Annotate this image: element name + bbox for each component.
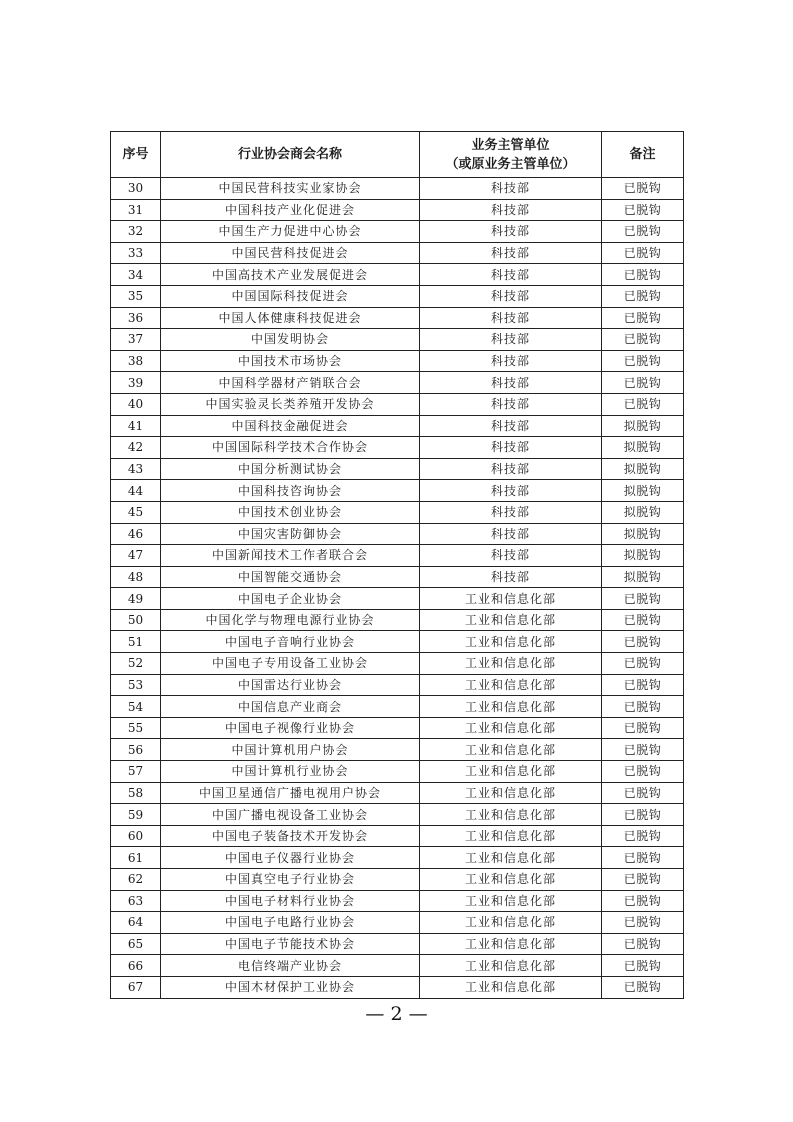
supervising-department: 工业和信息化部 xyxy=(420,890,602,912)
table-row xyxy=(111,804,684,826)
supervising-department: 工业和信息化部 xyxy=(420,869,602,891)
supervising-department: 科技部 xyxy=(420,501,602,523)
decoupling-status: 已脱钩 xyxy=(602,264,684,286)
row-number: 31 xyxy=(111,199,161,221)
association-name: 中国高技术产业发展促进会 xyxy=(161,264,420,286)
association-name: 中国人体健康科技促进会 xyxy=(161,307,420,329)
row-number: 46 xyxy=(111,523,161,545)
supervising-department: 工业和信息化部 xyxy=(420,653,602,675)
decoupling-status: 已脱钩 xyxy=(602,696,684,718)
supervising-department: 科技部 xyxy=(420,523,602,545)
row-number: 32 xyxy=(111,221,161,243)
association-name: 中国科学器材产销联合会 xyxy=(161,372,420,394)
header-row xyxy=(111,132,684,178)
decoupling-status: 已脱钩 xyxy=(602,739,684,761)
row-number: 55 xyxy=(111,717,161,739)
association-name: 中国智能交通协会 xyxy=(161,566,420,588)
association-name: 中国计算机行业协会 xyxy=(161,761,420,783)
table-header xyxy=(111,132,684,178)
row-number: 40 xyxy=(111,393,161,415)
supervising-department: 工业和信息化部 xyxy=(420,933,602,955)
decoupling-status: 已脱钩 xyxy=(602,825,684,847)
association-name: 中国生产力促进中心协会 xyxy=(161,221,420,243)
association-name: 中国电子视像行业协会 xyxy=(161,717,420,739)
table-row xyxy=(111,674,684,696)
association-name: 中国发明协会 xyxy=(161,329,420,351)
decoupling-status: 拟脱钩 xyxy=(602,523,684,545)
table-row xyxy=(111,761,684,783)
header-name: 行业协会商会名称 xyxy=(161,132,420,178)
decoupling-status: 已脱钩 xyxy=(602,393,684,415)
association-name: 中国雷达行业协会 xyxy=(161,674,420,696)
supervising-department: 工业和信息化部 xyxy=(420,739,602,761)
header-department-line2: （或原业务主管单位） xyxy=(445,156,576,172)
row-number: 61 xyxy=(111,847,161,869)
row-number: 47 xyxy=(111,545,161,567)
header-department-line1: 业务主管单位 xyxy=(471,137,550,153)
row-number: 37 xyxy=(111,329,161,351)
supervising-department: 工业和信息化部 xyxy=(420,717,602,739)
decoupling-status: 已脱钩 xyxy=(602,869,684,891)
decoupling-status: 已脱钩 xyxy=(602,285,684,307)
table-row xyxy=(111,609,684,631)
decoupling-status: 拟脱钩 xyxy=(602,545,684,567)
table-row xyxy=(111,415,684,437)
supervising-department: 科技部 xyxy=(420,566,602,588)
association-name: 中国电子仪器行业协会 xyxy=(161,847,420,869)
supervising-department: 科技部 xyxy=(420,285,602,307)
row-number: 67 xyxy=(111,976,161,998)
association-name: 中国电子企业协会 xyxy=(161,588,420,610)
supervising-department: 科技部 xyxy=(420,221,602,243)
header-index: 序号 xyxy=(111,132,161,178)
decoupling-status: 已脱钩 xyxy=(602,178,684,200)
supervising-department: 科技部 xyxy=(420,393,602,415)
row-number: 58 xyxy=(111,782,161,804)
table-row xyxy=(111,437,684,459)
table-row xyxy=(111,458,684,480)
table-row xyxy=(111,847,684,869)
table-row xyxy=(111,393,684,415)
table-row xyxy=(111,717,684,739)
decoupling-status: 已脱钩 xyxy=(602,674,684,696)
table-row xyxy=(111,199,684,221)
association-name: 中国科技产业化促进会 xyxy=(161,199,420,221)
supervising-department: 科技部 xyxy=(420,458,602,480)
decoupling-status: 拟脱钩 xyxy=(602,415,684,437)
decoupling-status: 已脱钩 xyxy=(602,329,684,351)
row-number: 62 xyxy=(111,869,161,891)
table-row xyxy=(111,890,684,912)
row-number: 35 xyxy=(111,285,161,307)
association-name: 中国卫星通信广播电视用户协会 xyxy=(161,782,420,804)
association-name: 中国实验灵长类养殖开发协会 xyxy=(161,393,420,415)
row-number: 54 xyxy=(111,696,161,718)
supervising-department: 工业和信息化部 xyxy=(420,609,602,631)
decoupling-status: 已脱钩 xyxy=(602,761,684,783)
decoupling-status: 已脱钩 xyxy=(602,221,684,243)
row-number: 66 xyxy=(111,955,161,977)
row-number: 59 xyxy=(111,804,161,826)
supervising-department: 科技部 xyxy=(420,199,602,221)
association-name: 中国真空电子行业协会 xyxy=(161,869,420,891)
table-row xyxy=(111,242,684,264)
decoupling-status: 已脱钩 xyxy=(602,912,684,934)
association-name: 中国电子材料行业协会 xyxy=(161,890,420,912)
table-row xyxy=(111,285,684,307)
header-note: 备注 xyxy=(602,132,684,178)
association-name: 中国电子专用设备工业协会 xyxy=(161,653,420,675)
supervising-department: 工业和信息化部 xyxy=(420,782,602,804)
table-row xyxy=(111,976,684,998)
supervising-department: 工业和信息化部 xyxy=(420,631,602,653)
decoupling-status: 已脱钩 xyxy=(602,242,684,264)
supervising-department: 工业和信息化部 xyxy=(420,588,602,610)
decoupling-status: 已脱钩 xyxy=(602,609,684,631)
supervising-department: 科技部 xyxy=(420,178,602,200)
supervising-department: 工业和信息化部 xyxy=(420,761,602,783)
row-number: 57 xyxy=(111,761,161,783)
decoupling-status: 已脱钩 xyxy=(602,653,684,675)
decoupling-status: 已脱钩 xyxy=(602,955,684,977)
table-row xyxy=(111,933,684,955)
decoupling-status: 已脱钩 xyxy=(602,631,684,653)
row-number: 53 xyxy=(111,674,161,696)
row-number: 44 xyxy=(111,480,161,502)
row-number: 42 xyxy=(111,437,161,459)
decoupling-status: 拟脱钩 xyxy=(602,458,684,480)
decoupling-status: 已脱钩 xyxy=(602,307,684,329)
table-row xyxy=(111,869,684,891)
table-row xyxy=(111,782,684,804)
row-number: 64 xyxy=(111,912,161,934)
supervising-department: 工业和信息化部 xyxy=(420,912,602,934)
decoupling-status: 已脱钩 xyxy=(602,804,684,826)
decoupling-status: 拟脱钩 xyxy=(602,480,684,502)
supervising-department: 科技部 xyxy=(420,329,602,351)
supervising-department: 科技部 xyxy=(420,437,602,459)
table-row xyxy=(111,480,684,502)
table-row xyxy=(111,653,684,675)
row-number: 39 xyxy=(111,372,161,394)
row-number: 33 xyxy=(111,242,161,264)
row-number: 30 xyxy=(111,178,161,200)
row-number: 34 xyxy=(111,264,161,286)
decoupling-status: 拟脱钩 xyxy=(602,566,684,588)
decoupling-status: 已脱钩 xyxy=(602,717,684,739)
table-row xyxy=(111,739,684,761)
association-name: 中国技术市场协会 xyxy=(161,350,420,372)
supervising-department: 工业和信息化部 xyxy=(420,976,602,998)
supervising-department: 工业和信息化部 xyxy=(420,674,602,696)
row-number: 60 xyxy=(111,825,161,847)
row-number: 41 xyxy=(111,415,161,437)
association-name: 中国科技金融促进会 xyxy=(161,415,420,437)
association-name: 中国计算机用户协会 xyxy=(161,739,420,761)
row-number: 52 xyxy=(111,653,161,675)
table-row xyxy=(111,566,684,588)
row-number: 45 xyxy=(111,501,161,523)
row-number: 51 xyxy=(111,631,161,653)
association-name: 中国国际科技促进会 xyxy=(161,285,420,307)
row-number: 38 xyxy=(111,350,161,372)
association-name: 中国电子装备技术开发协会 xyxy=(161,825,420,847)
association-name: 中国电子电路行业协会 xyxy=(161,912,420,934)
association-name: 中国信息产业商会 xyxy=(161,696,420,718)
association-name: 中国化学与物理电源行业协会 xyxy=(161,609,420,631)
supervising-department: 工业和信息化部 xyxy=(420,955,602,977)
table-row xyxy=(111,501,684,523)
supervising-department: 工业和信息化部 xyxy=(420,847,602,869)
supervising-department: 工业和信息化部 xyxy=(420,696,602,718)
table-row xyxy=(111,631,684,653)
decoupling-status: 已脱钩 xyxy=(602,976,684,998)
supervising-department: 科技部 xyxy=(420,545,602,567)
table-row xyxy=(111,696,684,718)
supervising-department: 科技部 xyxy=(420,350,602,372)
table-row xyxy=(111,545,684,567)
supervising-department: 科技部 xyxy=(420,307,602,329)
row-number: 43 xyxy=(111,458,161,480)
table-row xyxy=(111,372,684,394)
table-row xyxy=(111,178,684,200)
decoupling-status: 拟脱钩 xyxy=(602,437,684,459)
association-name: 中国广播电视设备工业协会 xyxy=(161,804,420,826)
association-name: 中国木材保护工业协会 xyxy=(161,976,420,998)
supervising-department: 科技部 xyxy=(420,415,602,437)
decoupling-status: 已脱钩 xyxy=(602,372,684,394)
row-number: 50 xyxy=(111,609,161,631)
supervising-department: 工业和信息化部 xyxy=(420,804,602,826)
association-name: 中国电子音响行业协会 xyxy=(161,631,420,653)
table-row xyxy=(111,264,684,286)
association-name: 中国民营科技促进会 xyxy=(161,242,420,264)
supervising-department: 科技部 xyxy=(420,372,602,394)
supervising-department: 科技部 xyxy=(420,264,602,286)
table-row xyxy=(111,329,684,351)
header-department xyxy=(420,132,602,178)
row-number: 56 xyxy=(111,739,161,761)
association-name: 中国科技咨询协会 xyxy=(161,480,420,502)
decoupling-status: 已脱钩 xyxy=(602,588,684,610)
table-row xyxy=(111,912,684,934)
decoupling-status: 已脱钩 xyxy=(602,890,684,912)
decoupling-status: 已脱钩 xyxy=(602,199,684,221)
decoupling-status: 已脱钩 xyxy=(602,847,684,869)
association-name: 电信终端产业协会 xyxy=(161,955,420,977)
association-name: 中国民营科技实业家协会 xyxy=(161,178,420,200)
supervising-department: 工业和信息化部 xyxy=(420,825,602,847)
association-name: 中国技术创业协会 xyxy=(161,501,420,523)
table-row xyxy=(111,350,684,372)
row-number: 49 xyxy=(111,588,161,610)
row-number: 48 xyxy=(111,566,161,588)
association-name: 中国分析测试协会 xyxy=(161,458,420,480)
decoupling-status: 已脱钩 xyxy=(602,350,684,372)
row-number: 36 xyxy=(111,307,161,329)
association-table xyxy=(110,131,684,999)
table-row xyxy=(111,523,684,545)
table-row xyxy=(111,588,684,610)
decoupling-status: 已脱钩 xyxy=(602,933,684,955)
association-name: 中国灾害防御协会 xyxy=(161,523,420,545)
page-number: — 2 — xyxy=(365,1003,428,1025)
decoupling-status: 已脱钩 xyxy=(602,782,684,804)
association-name: 中国国际科学技术合作协会 xyxy=(161,437,420,459)
table-row xyxy=(111,307,684,329)
association-name: 中国电子节能技术协会 xyxy=(161,933,420,955)
association-name: 中国新闻技术工作者联合会 xyxy=(161,545,420,567)
row-number: 63 xyxy=(111,890,161,912)
table-body xyxy=(111,178,684,999)
row-number: 65 xyxy=(111,933,161,955)
table-row xyxy=(111,955,684,977)
table-row xyxy=(111,221,684,243)
supervising-department: 科技部 xyxy=(420,242,602,264)
supervising-department: 科技部 xyxy=(420,480,602,502)
decoupling-status: 拟脱钩 xyxy=(602,501,684,523)
table-row xyxy=(111,825,684,847)
